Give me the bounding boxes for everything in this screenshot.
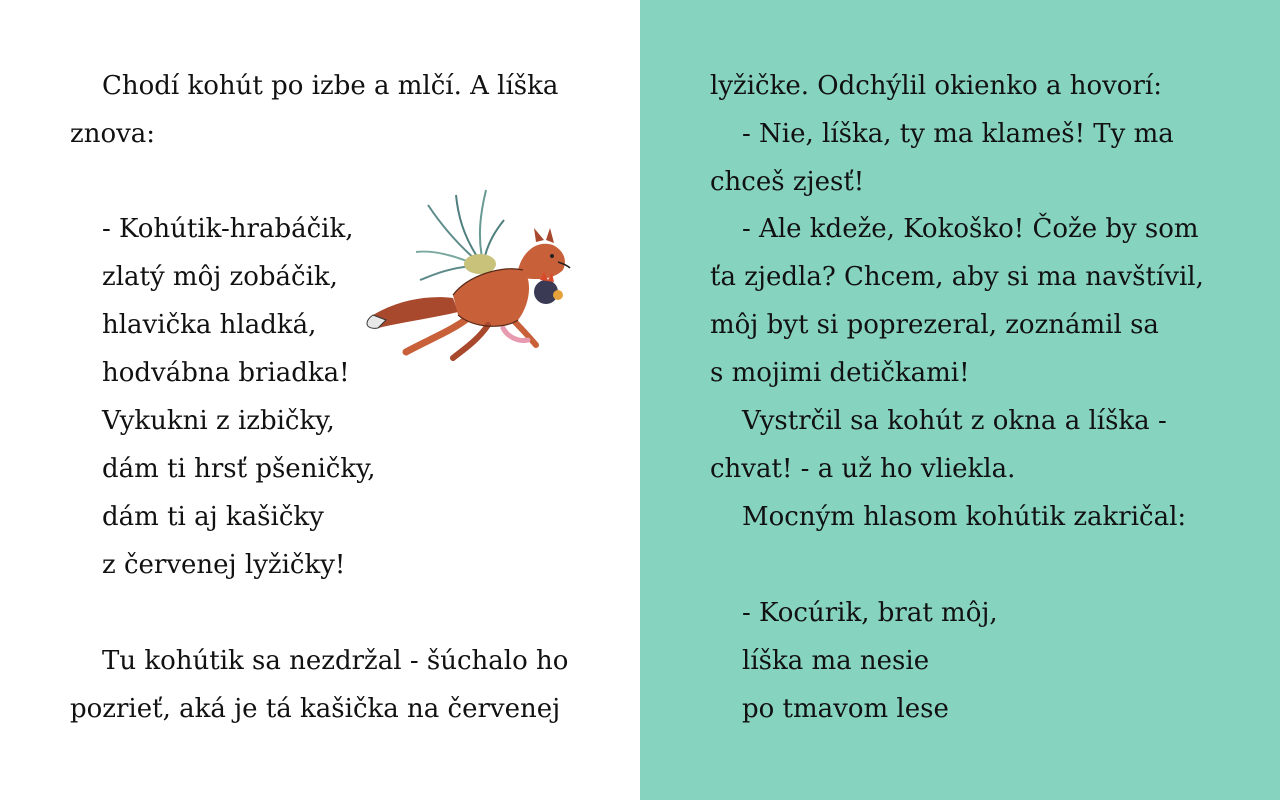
verse-line: hodvábna briadka!: [102, 358, 350, 388]
text-line: lyžičke. Odchýlil okienko a hovorí:: [710, 71, 1162, 101]
text-line: ťa zjedla? Chcem, aby si ma navštívil,: [710, 262, 1204, 292]
text-line: Tu kohútik sa nezdržal - šúchalo ho: [102, 646, 569, 676]
verse-line: po tmavom lese: [742, 694, 949, 724]
text-line: chvat! - a už ho vliekla.: [710, 454, 1016, 484]
verse-line: hlavička hladká,: [102, 310, 317, 340]
text-line: Chodí kohút po izbe a mlčí. A líška: [102, 71, 559, 101]
verse-line: dám ti hrsť pšeničky,: [102, 454, 376, 484]
text-line: znova:: [70, 119, 156, 149]
right-page: [640, 0, 1280, 800]
text-line: - Nie, líška, ty ma klameš! Ty ma: [742, 119, 1174, 149]
verse-line: zlatý môj zobáčik,: [102, 262, 338, 292]
verse-line: líška ma nesie: [742, 646, 930, 676]
verse-line: - Kohútik-hrabáčik,: [102, 214, 354, 244]
verse-line: dám ti aj kašičky: [102, 502, 324, 532]
text-line: Vystrčil sa kohút z okna a líška -: [742, 406, 1167, 436]
text-line: Mocným hlasom kohútik zakričal:: [742, 502, 1187, 532]
verse-line: Vykukni z izbičky,: [102, 406, 335, 436]
text-line: môj byt si poprezeral, zoznámil sa: [710, 310, 1159, 340]
fox-carrying-rooster-illustration: [358, 180, 578, 370]
verse-line: - Kocúrik, brat môj,: [742, 598, 998, 628]
text-line: - Ale kdeže, Kokoško! Čože by som: [742, 214, 1199, 244]
text-line: chceš zjesť!: [710, 167, 865, 197]
text-line: s mojimi detičkami!: [710, 358, 970, 388]
text-line: pozrieť, aká je tá kašička na červenej: [70, 694, 561, 724]
verse-line: z červenej lyžičky!: [102, 550, 346, 580]
